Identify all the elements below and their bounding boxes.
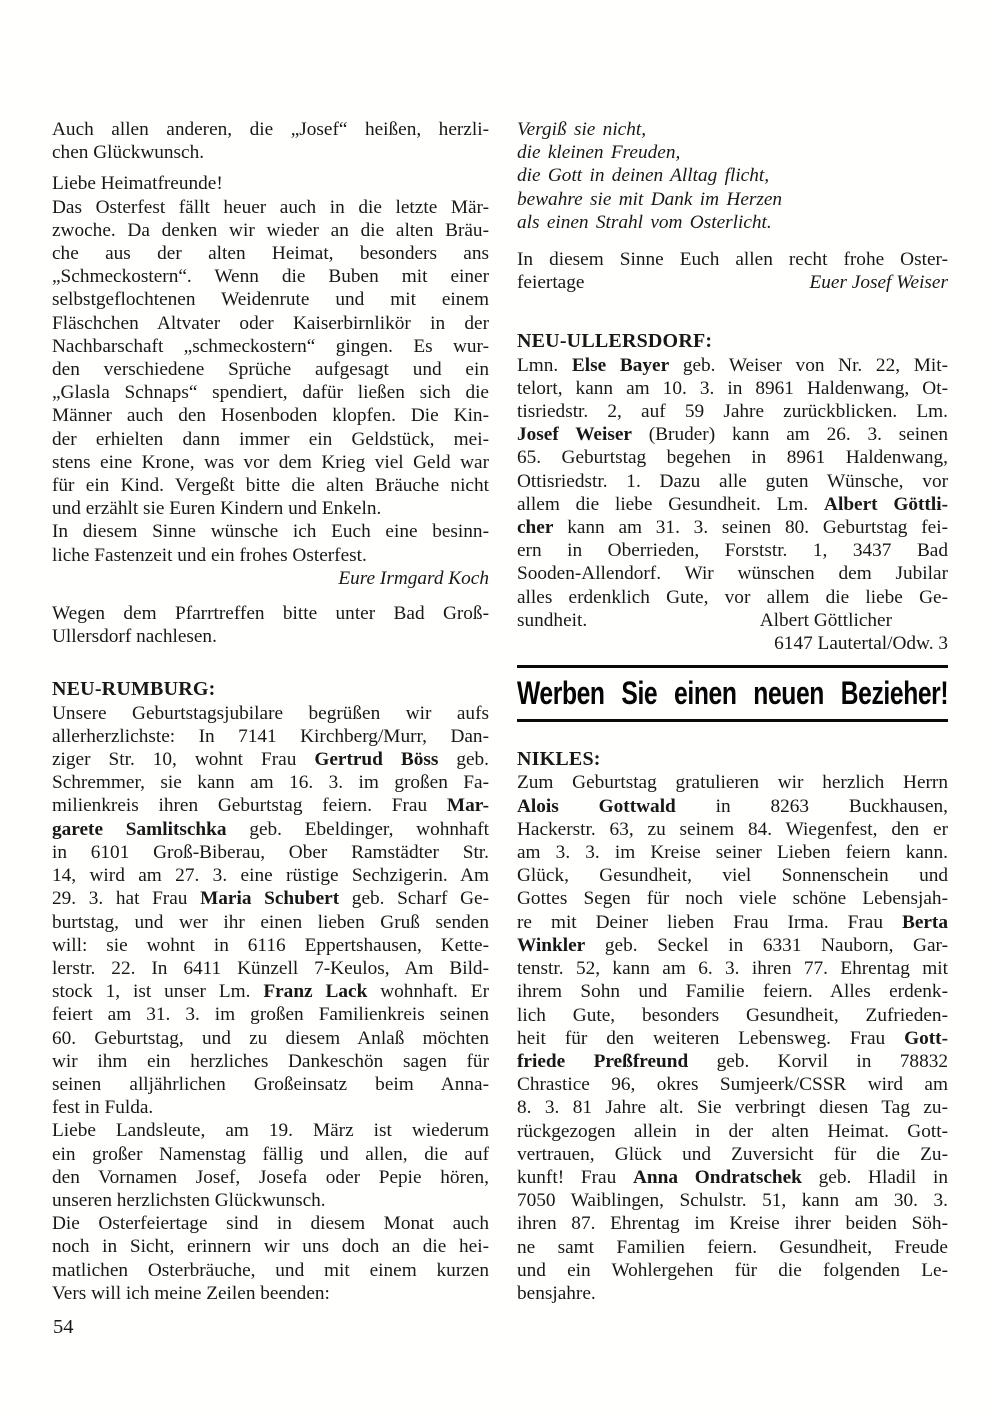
text-segment: Gottes Segen für noch viele schöne Lebensjah- <box>517 888 948 910</box>
text-segment: der erhielten dann immer ein Geldstück, mei- <box>52 428 489 450</box>
text-segment: matlichen Osterbräuche, und mit einem kurzen <box>52 1259 489 1281</box>
text-line <box>52 544 489 567</box>
text-segment: stens eine Krone, was vor dem Krieg viel Geld war <box>52 451 489 473</box>
text-segment: seinen alljährlichen Großeinsatz beim Anna- <box>52 1073 489 1095</box>
text-line <box>52 748 489 771</box>
text-segment: ziger Str. 10, wohnt Frau <box>52 749 315 771</box>
easter-poem <box>517 118 948 234</box>
text-segment: am 3. 3. im Kreise seiner Lieben feiern kann. <box>517 842 948 864</box>
signature-address <box>517 632 948 655</box>
text-line <box>52 242 489 265</box>
text-segment: 65. Geburtstag begehen in 8961 Haldenwang, <box>517 447 948 469</box>
text-line <box>52 1259 489 1282</box>
text-line <box>52 1050 489 1073</box>
text-segment: Liebe Landsleute, am 19. März ist wiederum <box>52 1120 489 1142</box>
text-line <box>517 771 948 794</box>
text-line <box>52 1143 489 1166</box>
text-segment: tenstr. 52, kann am 6. 3. ihren 77. Ehrentag mit <box>517 958 948 980</box>
bold-name-text: garete Samlitschka <box>52 818 227 840</box>
text-line <box>517 887 948 910</box>
text-segment: noch in Sicht, erinnern wir uns doch an die hei- <box>52 1236 489 1258</box>
text-line <box>517 1259 948 1282</box>
pfarrtreffen-note <box>52 602 489 648</box>
text-line <box>52 1212 489 1235</box>
heading-nikles <box>517 748 948 771</box>
text-line <box>517 1143 948 1166</box>
text-segment: Die Osterfeiertage sind in diesem Monat auch <box>52 1213 489 1235</box>
text-line <box>52 1003 489 1026</box>
bold-name-text: Winkler <box>517 934 586 956</box>
neu-ullersdorf-paragraph <box>517 354 948 609</box>
text-line <box>52 1166 489 1189</box>
text-segment: 29. 3. hat Frau <box>52 888 201 910</box>
text-segment: NEU-RUMBURG: <box>52 678 216 701</box>
text-line <box>52 265 489 288</box>
text-line <box>52 141 489 164</box>
text-line <box>517 841 948 864</box>
text-segment: Das Osterfest fällt heuer auch in die letzte Mär- <box>52 196 489 218</box>
text-line <box>517 354 948 377</box>
text-line <box>517 609 587 632</box>
text-segment: Glück, Gesundheit, viel Sonnenschein und <box>517 865 948 887</box>
text-line <box>52 911 489 934</box>
text-line <box>517 1189 948 1212</box>
text-segment: Schremmer, sie kann am 16. 3. im großen Fa- <box>52 772 489 794</box>
text-segment: ihren 87. Ehrentag im Kreise ihrer beiden Söh- <box>517 1213 948 1235</box>
heading-neu-ullersdorf <box>517 330 948 353</box>
text-segment: tisriedstr. 2, auf 59 Jahre zurückblicken. Lm. <box>517 401 948 423</box>
text-line <box>517 795 948 818</box>
osterfest-paragraph <box>52 196 489 521</box>
text-segment: wir ihm ein herzliches Dankeschön sagen für <box>52 1050 489 1072</box>
text-line <box>52 771 489 794</box>
text-segment: bewahre sie mit Dank im Herzen <box>517 188 783 210</box>
signature-irmgard-koch <box>52 567 489 590</box>
text-segment: Hackerstr. 63, zu seinem 84. Wiegenfest, den er <box>517 818 948 840</box>
text-line <box>517 1212 948 1235</box>
bold-name-text: Josef Weiser <box>517 424 632 446</box>
text-segment: Auch allen anderen, die „Josef“ heißen, herzli- <box>52 119 489 140</box>
right-column <box>517 118 948 1305</box>
neu-rumburg-paragraph <box>52 702 489 1120</box>
text-segment: für ein Kind. Vergeßt bitte die alten Bräuche nicht <box>52 475 489 497</box>
bold-name-text: Berta <box>901 911 948 933</box>
text-line <box>52 1235 489 1258</box>
text-segment: Männer auch den Hosenboden klopfen. Die Kin- <box>52 405 489 427</box>
text-segment: sundheit. <box>517 609 588 631</box>
text-line <box>52 219 489 242</box>
text-segment: Liebe Heimatfreunde! <box>52 173 223 195</box>
text-segment: selbstgeflochtenen Weidenrute und mit einem <box>52 289 489 311</box>
text-line <box>517 377 948 400</box>
text-segment: geb. Scharf Ge- <box>339 888 489 910</box>
bold-name-text: Maria Schubert <box>200 888 340 910</box>
text-segment: heit für den weiteren Lebensweg. Frau <box>517 1027 905 1049</box>
text-segment: Lmn. <box>517 354 572 376</box>
text-line <box>52 172 489 195</box>
text-segment: NIKLES: <box>517 748 601 771</box>
namenstag-paragraph <box>52 1119 489 1212</box>
text-segment: Wegen dem Pfarrtreffen bitte unter Bad Groß- <box>52 603 489 625</box>
text-segment: Ullersdorf nachlesen. <box>52 626 217 648</box>
text-segment: geb. Hladil in <box>801 1166 949 1188</box>
bold-name-text: cher <box>517 517 554 539</box>
text-segment: re mit Deiner lieben Frau Irma. Frau <box>517 911 902 933</box>
text-line <box>517 1073 948 1096</box>
text-line <box>517 400 948 423</box>
text-line <box>517 423 948 446</box>
text-segment: alles erdenklich Gute, vor allem die liebe Ge- <box>517 586 948 608</box>
text-line <box>517 164 948 187</box>
text-segment: in 8263 Buckhausen, <box>675 795 948 817</box>
text-segment: 6147 Lautertal/Odw. 3 <box>774 633 948 655</box>
text-line <box>517 1096 948 1119</box>
text-segment: und ein Wohlergehen für die folgenden Le- <box>517 1259 948 1281</box>
text-segment: NEU-ULLERSDORF: <box>517 330 713 353</box>
text-segment: 7050 Waiblingen, Schulstr. 51, kann am 30. 3. <box>517 1190 948 1212</box>
heading-neu-rumburg <box>52 678 489 701</box>
text-line <box>52 818 489 841</box>
text-segment: Vergiß sie nicht, <box>517 119 647 140</box>
bold-name-text: Albert Göttli- <box>824 493 948 515</box>
left-column <box>52 118 489 1305</box>
text-segment: Vers will ich meine Zeilen beenden: <box>52 1282 330 1304</box>
text-line <box>517 141 948 164</box>
signature-text <box>809 271 948 294</box>
text-line <box>52 1189 489 1212</box>
text-line <box>517 118 948 141</box>
text-segment: che aus der alten Heimat, besonders ans <box>52 243 489 265</box>
bold-name-text: Mar- <box>446 795 489 817</box>
text-line <box>52 702 489 725</box>
subscription-banner <box>517 668 948 719</box>
text-line <box>52 312 489 335</box>
text-segment: telort, kann am 10. 3. in 8961 Haldenwang, Ot- <box>517 377 948 399</box>
text-segment: liche Fastenzeit und ein frohes Osterfest. <box>52 544 367 566</box>
bold-name-text: Franz Lack <box>263 981 368 1003</box>
text-segment: „Schmeckostern“. Wenn die Buben mit einer <box>52 266 489 288</box>
text-line <box>517 470 948 493</box>
text-line <box>517 211 948 234</box>
text-segment: 60. Geburtstag, und zu diesem Anlaß möchten <box>52 1027 489 1049</box>
text-line <box>52 841 489 864</box>
text-segment: chen Glückwunsch. <box>52 142 205 164</box>
text-segment: ne samt Familien feiern. Gesundheit, Freude <box>517 1236 948 1258</box>
page-number: 54 <box>53 1316 74 1338</box>
signature-albert-goettlicher <box>517 609 948 632</box>
text-segment: kunft! Frau <box>517 1166 633 1188</box>
text-line <box>517 1236 948 1259</box>
text-segment: die Gott in deinen Alltag flicht, <box>517 165 770 187</box>
signature-josef-weiser <box>517 271 948 294</box>
text-line <box>52 288 489 311</box>
text-segment: ihrem Sohn und Familie feiern. Alles erdenk- <box>517 981 948 1003</box>
text-segment: Sooden-Allendorf. Wir wünschen dem Jubilar <box>517 563 948 585</box>
text-segment: burtstag, und wer ihr einen lieben Gruß senden <box>52 911 489 933</box>
text-line <box>517 586 948 609</box>
nikles-paragraph <box>517 771 948 1305</box>
text-line <box>52 1027 489 1050</box>
text-segment: ein großer Namenstag fällig und allen, die auf <box>52 1143 489 1165</box>
text-segment: (Bruder) kann am 26. 3. seinen <box>631 424 948 446</box>
text-line <box>517 818 948 841</box>
text-segment: in 6101 Groß-Biberau, Ober Ramstädter Str. <box>52 841 489 863</box>
salutation-line <box>52 172 489 195</box>
bold-name-text: Gertrud Böss <box>314 749 439 771</box>
text-segment: kann am 31. 3. seinen 80. Geburtstag fei- <box>553 517 948 539</box>
text-line <box>52 1282 489 1305</box>
text-line <box>517 493 948 516</box>
text-segment: Euer Josef Weiser <box>809 272 948 294</box>
text-line <box>52 725 489 748</box>
text-segment: „Glasla Schnaps“ spendiert, dafür ließen sich die <box>52 382 489 404</box>
osterfeiertage-wish <box>517 248 948 271</box>
text-line <box>517 980 948 1003</box>
text-segment: lerstr. 22. In 6411 Künzell 7-Keulos, Am Bild- <box>52 957 489 979</box>
bold-name-text: Else Bayer <box>571 354 670 376</box>
text-line <box>52 428 489 451</box>
text-segment: die kleinen Freuden, <box>517 142 681 164</box>
text-line <box>52 196 489 219</box>
text-segment: Chrastice 96, okres Sumjeerk/CSSR wird am <box>517 1074 948 1096</box>
text-segment: fest in Fulda. <box>52 1097 154 1119</box>
text-line <box>52 957 489 980</box>
text-line <box>517 864 948 887</box>
text-line <box>52 335 489 358</box>
text-segment: Zum Geburtstag gratulieren wir herzlich Herrn <box>517 772 948 794</box>
text-line <box>517 1166 948 1189</box>
text-segment: bensjahre. <box>517 1282 596 1304</box>
text-segment: geb. Korvil in 78832 <box>688 1050 948 1072</box>
bold-name-text: Anna Ondratschek <box>632 1166 802 1188</box>
bold-name-text: Alois Gottwald <box>517 795 676 817</box>
text-line <box>52 381 489 404</box>
text-segment: vertrauen, Glück und Zuversicht für die Zu- <box>517 1143 948 1165</box>
text-line <box>52 497 489 520</box>
text-line <box>52 118 489 141</box>
text-segment: milienkreis ihren Geburtstag feiern. Frau <box>52 795 447 817</box>
osterfeiertage-paragraph <box>52 1212 489 1305</box>
bold-name-text: Gott- <box>904 1027 948 1049</box>
text-line <box>517 934 948 957</box>
text-line <box>517 562 948 585</box>
text-line <box>52 1119 489 1142</box>
text-segment: unseren herzlichsten Glückwunsch. <box>52 1189 326 1211</box>
text-segment: zwoche. Da denken wir wieder an die alten Bräu- <box>52 219 489 241</box>
text-segment: Fläschchen Altvater oder Kaiserbirnlikör in der <box>52 312 489 334</box>
text-segment: allem die liebe Gesundheit. Lm. <box>517 493 825 515</box>
text-segment: feiertage <box>517 272 585 294</box>
text-segment: geb. Weiser von Nr. 22, Mit- <box>669 354 948 376</box>
text-line <box>517 271 584 294</box>
text-line <box>517 539 948 562</box>
banner-rule-bottom <box>517 719 948 722</box>
text-segment: Unsere Geburtstagsjubilare begrüßen wir aufs <box>52 702 489 724</box>
text-line <box>517 516 948 539</box>
bold-name-text: friede Preßfreund <box>517 1050 689 1072</box>
text-line <box>52 1073 489 1096</box>
text-line <box>52 404 489 427</box>
text-line <box>52 625 489 648</box>
text-line <box>517 957 948 980</box>
text-segment: 8. 3. 81 Jahre alt. Sie verbringt diesen Tag zu- <box>517 1097 948 1119</box>
text-line <box>517 446 948 469</box>
text-line <box>517 911 948 934</box>
text-segment: und erzählt sie Euren Kindern und Enkeln. <box>52 498 382 520</box>
text-segment: will: sie wohnt in 6116 Eppertshausen, Kette- <box>52 934 489 956</box>
text-segment: den Vornamen Josef, Josefa oder Pepie hören, <box>52 1166 489 1188</box>
text-line <box>517 1282 948 1305</box>
text-line <box>517 188 948 211</box>
text-line <box>52 887 489 910</box>
text-segment: ern in Oberrieden, Forststr. 1, 3437 Bad <box>517 540 948 562</box>
text-line <box>52 794 489 817</box>
text-segment: Albert Göttlicher <box>759 609 892 631</box>
text-segment: Ottisriedstr. 1. Dazu alle guten Wünsche, vor <box>517 470 948 492</box>
text-segment: den verschiedene Sprüche aufgesagt und ein <box>52 359 489 381</box>
intro-paragraph <box>52 118 489 164</box>
text-segment: stock 1, ist unser Lm. <box>52 981 264 1003</box>
text-segment: In diesem Sinne Euch allen recht frohe Oster- <box>517 249 948 271</box>
text-line <box>52 980 489 1003</box>
text-segment: lich Gute, besonders Gesundheit, Zufrieden- <box>517 1004 948 1026</box>
text-segment: geb. Seckel in 6331 Nauborn, Gar- <box>585 934 948 956</box>
text-line <box>52 602 489 625</box>
text-segment: feiert am 31. 3. im großen Familienkreis seinen <box>52 1004 489 1026</box>
text-line <box>517 1027 948 1050</box>
text-line <box>517 248 948 271</box>
text-line <box>517 1120 948 1143</box>
text-segment: geb. Ebeldinger, wohnhaft <box>226 818 489 840</box>
text-line <box>517 1004 948 1027</box>
text-segment: 14, wird am 27. 3. eine rüstige Sechzigerin. Am <box>52 865 489 887</box>
banner-text: Werben Sie einen neuen Bezieher! <box>517 675 948 712</box>
text-line <box>52 358 489 381</box>
text-segment: Eure Irmgard Koch <box>338 567 489 589</box>
fastenzeit-paragraph <box>52 520 489 566</box>
text-line <box>517 1050 948 1073</box>
text-segment: In diesem Sinne wünsche ich Euch eine besinn- <box>52 521 489 543</box>
text-segment: allerherzlichste: In 7141 Kirchberg/Murr, Dan- <box>52 725 489 747</box>
text-segment: wohnhaft. Er <box>367 981 489 1003</box>
text-line <box>52 934 489 957</box>
text-segment: Nachbarschaft „schmeckostern“ gingen. Es wur- <box>52 335 489 357</box>
text-segment: geb. <box>438 749 489 771</box>
text-line <box>52 474 489 497</box>
text-line <box>52 451 489 474</box>
text-line <box>52 1096 489 1119</box>
text-line <box>52 864 489 887</box>
text-segment: als einen Strahl vom Osterlicht. <box>517 211 772 233</box>
text-segment: rückgezogen allein in der alten Heimat. Gott- <box>517 1120 948 1142</box>
signature-text <box>760 609 948 632</box>
text-line <box>52 520 489 543</box>
